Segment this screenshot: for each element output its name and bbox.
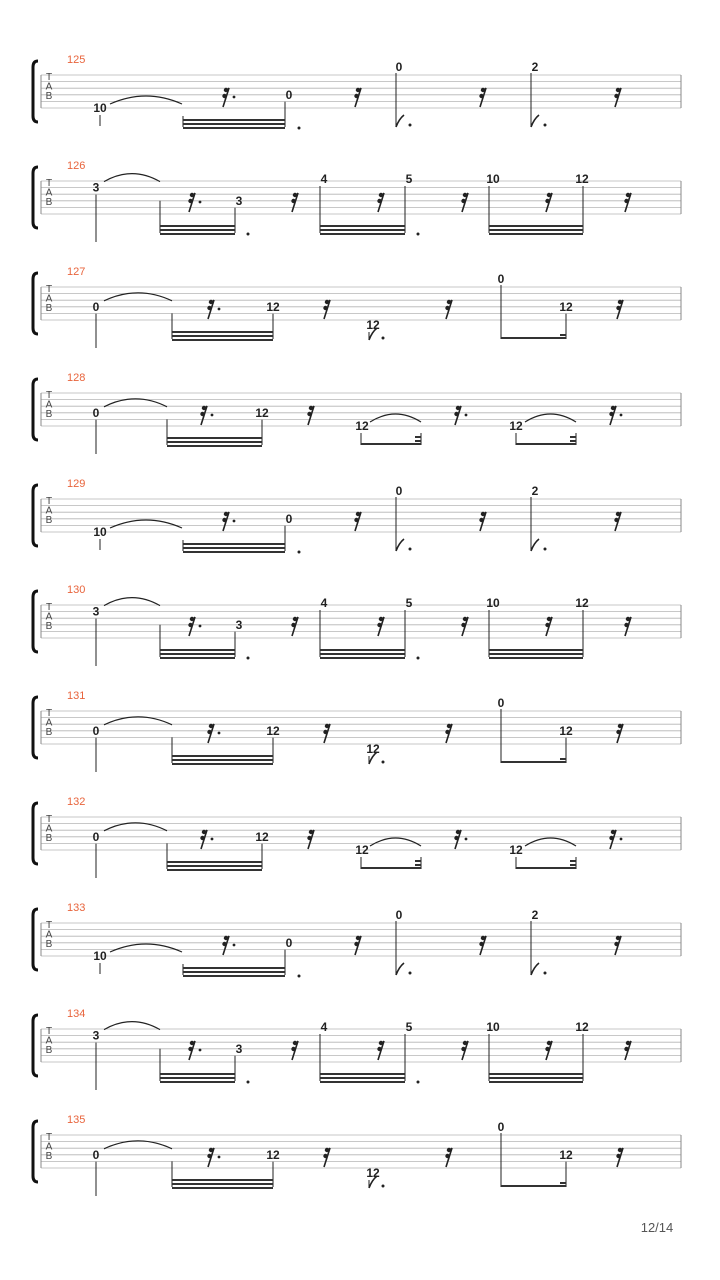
rest-flag xyxy=(624,1047,628,1051)
tab-system xyxy=(33,1008,681,1090)
fret-number: 12 xyxy=(559,1147,573,1162)
beam xyxy=(183,967,285,969)
fret-number: 12 xyxy=(266,1147,280,1162)
system-bracket xyxy=(33,1015,38,1076)
tie-arc xyxy=(110,520,182,528)
tab-clef-letter: T xyxy=(45,390,53,401)
beam xyxy=(172,331,273,333)
tab-system xyxy=(33,54,681,130)
beam xyxy=(489,229,583,231)
rest-flag xyxy=(454,412,458,416)
rest-flag xyxy=(609,836,613,840)
beam xyxy=(167,437,262,439)
rest-flag xyxy=(545,1047,549,1051)
augmentation-dot xyxy=(298,127,301,130)
fret-number: 12 xyxy=(255,405,269,420)
fret-number: 0 xyxy=(285,87,293,102)
tab-system xyxy=(33,690,681,772)
rest-flag xyxy=(207,306,211,310)
rest-dot xyxy=(199,625,202,628)
beam xyxy=(172,1179,273,1181)
note-dot xyxy=(382,337,385,340)
beam xyxy=(320,1073,405,1075)
note-dot xyxy=(409,124,412,127)
fret-number: 3 xyxy=(235,617,243,632)
note-dot xyxy=(544,972,547,975)
rest-flag xyxy=(624,623,628,627)
rest-flag xyxy=(291,199,295,203)
beam xyxy=(501,1185,566,1187)
rest-dot xyxy=(211,838,214,841)
fret-number: 4 xyxy=(320,596,328,610)
beam xyxy=(570,436,576,438)
note-flag xyxy=(531,963,539,975)
rest-flag xyxy=(354,942,358,946)
tab-system xyxy=(33,372,681,454)
rest-dot xyxy=(620,838,623,841)
note-dot xyxy=(544,548,547,551)
beam xyxy=(320,649,405,651)
measure-number: 129 xyxy=(67,478,86,490)
beam xyxy=(172,1187,273,1189)
rest-dot xyxy=(465,414,468,417)
tab-clef-letter: A xyxy=(45,611,53,623)
rest-flag xyxy=(207,1154,211,1158)
beam xyxy=(172,335,273,337)
tie-arc xyxy=(110,96,182,104)
rest-flag xyxy=(222,942,226,946)
fret-number: 10 xyxy=(93,101,107,115)
beam xyxy=(167,441,262,443)
beam xyxy=(560,1182,566,1184)
rest-flag xyxy=(188,623,192,627)
fret-number: 0 xyxy=(92,829,100,844)
beam xyxy=(160,225,235,227)
fret-number: 10 xyxy=(486,172,500,186)
tab-system xyxy=(33,266,681,348)
fret-number: 5 xyxy=(405,1020,413,1034)
beam xyxy=(160,657,235,659)
augmentation-dot xyxy=(417,1081,420,1084)
tab-clef-letter: T xyxy=(45,72,53,83)
note-dot xyxy=(409,972,412,975)
fret-number: 10 xyxy=(93,949,107,963)
fret-number: 12 xyxy=(266,299,280,314)
beam xyxy=(172,339,273,341)
beam xyxy=(183,119,285,121)
tab-system xyxy=(33,478,681,554)
rest-flag xyxy=(445,306,449,310)
measure-number: 128 xyxy=(67,372,86,384)
fret-number: 12 xyxy=(559,723,573,738)
beam xyxy=(501,337,566,339)
fret-number: 0 xyxy=(92,299,100,314)
fret-number: 0 xyxy=(395,484,403,498)
tab-clef-letter: T xyxy=(45,1132,53,1143)
fret-number: 0 xyxy=(92,723,100,738)
tab-clef-letter: T xyxy=(45,284,53,295)
fret-number: 3 xyxy=(235,193,243,208)
tie-arc xyxy=(370,838,421,846)
beam xyxy=(160,229,235,231)
system-bracket xyxy=(33,485,38,546)
fret-number: 5 xyxy=(405,596,413,610)
fret-number: 12 xyxy=(509,419,523,433)
system-bracket xyxy=(33,591,38,652)
system-bracket xyxy=(33,61,38,122)
fret-number: 5 xyxy=(405,172,413,186)
rest-dot xyxy=(465,838,468,841)
fret-number: 12 xyxy=(366,742,380,756)
tab-clef-letter: A xyxy=(45,505,53,517)
beam xyxy=(320,225,405,227)
rest-dot xyxy=(620,414,623,417)
measure-number: 132 xyxy=(67,796,86,808)
fret-number: 2 xyxy=(531,908,539,922)
beam xyxy=(183,551,285,553)
rest-flag xyxy=(377,199,381,203)
tie-arc xyxy=(104,717,172,725)
measure-number: 127 xyxy=(67,266,86,278)
beam xyxy=(167,445,262,447)
beam xyxy=(167,861,262,863)
rest-flag xyxy=(445,730,449,734)
fret-number: 0 xyxy=(285,935,293,950)
tab-clef-letter: B xyxy=(45,1045,53,1056)
note-flag xyxy=(531,115,539,127)
rest-flag xyxy=(479,942,483,946)
tab-clef-letter: T xyxy=(45,178,53,189)
note-flag xyxy=(531,539,539,551)
rest-flag xyxy=(479,518,483,522)
measure-number: 126 xyxy=(67,160,86,172)
beam xyxy=(361,867,421,869)
fret-number: 0 xyxy=(395,60,403,74)
beam xyxy=(415,864,421,866)
beam xyxy=(516,867,576,869)
tab-system xyxy=(33,584,681,666)
fret-number: 0 xyxy=(497,1120,505,1134)
note-flag xyxy=(396,963,404,975)
beam xyxy=(172,755,273,757)
beam xyxy=(560,334,566,336)
rest-dot xyxy=(233,520,236,523)
beam xyxy=(320,1077,405,1079)
fret-number: 4 xyxy=(320,1020,328,1034)
beam xyxy=(183,547,285,549)
tab-clef-letter: B xyxy=(45,91,53,102)
tab-clef-letter: T xyxy=(45,920,53,931)
tab-clef-letter: B xyxy=(45,727,53,738)
rest-flag xyxy=(479,94,483,98)
tab-clef-letter: A xyxy=(45,81,53,93)
tie-arc xyxy=(104,174,160,182)
rest-dot xyxy=(218,1156,221,1159)
fret-number: 0 xyxy=(395,908,403,922)
fret-number: 10 xyxy=(93,525,107,539)
fret-number: 12 xyxy=(366,1166,380,1180)
tie-arc xyxy=(110,944,182,952)
fret-number: 12 xyxy=(575,172,589,186)
measure-number: 130 xyxy=(67,584,86,596)
beam xyxy=(415,440,421,442)
fret-number: 0 xyxy=(285,511,293,526)
tab-system xyxy=(33,1114,681,1196)
rest-flag xyxy=(222,94,226,98)
beam xyxy=(570,864,576,866)
beam xyxy=(183,543,285,545)
fret-number: 12 xyxy=(509,843,523,857)
rest-flag xyxy=(614,942,618,946)
tab-clef-letter: T xyxy=(45,1026,53,1037)
measure-number: 131 xyxy=(67,690,86,702)
beam xyxy=(183,975,285,977)
rest-flag xyxy=(616,1154,620,1158)
rest-flag xyxy=(207,730,211,734)
fret-number: 3 xyxy=(92,604,100,619)
beam xyxy=(489,225,583,227)
rest-flag xyxy=(200,412,204,416)
tab-clef-letter: T xyxy=(45,814,53,825)
fret-number: 0 xyxy=(92,1147,100,1162)
tie-arc xyxy=(104,598,160,606)
rest-flag xyxy=(323,1154,327,1158)
rest-flag xyxy=(616,306,620,310)
rest-dot xyxy=(233,96,236,99)
beam xyxy=(489,233,583,235)
rest-flag xyxy=(307,412,311,416)
rest-flag xyxy=(188,1047,192,1051)
rest-dot xyxy=(218,308,221,311)
rest-flag xyxy=(377,623,381,627)
tab-system xyxy=(33,796,681,878)
fret-number: 12 xyxy=(355,843,369,857)
tie-arc xyxy=(370,414,421,422)
tie-arc xyxy=(104,823,167,831)
note-dot xyxy=(382,761,385,764)
system-bracket xyxy=(33,379,38,440)
rest-flag xyxy=(354,518,358,522)
tab-clef-letter: B xyxy=(45,515,53,526)
measure-number: 125 xyxy=(67,54,86,66)
augmentation-dot xyxy=(417,233,420,236)
beam xyxy=(183,971,285,973)
augmentation-dot xyxy=(247,1081,250,1084)
beam xyxy=(489,657,583,659)
fret-number: 12 xyxy=(266,723,280,738)
rest-flag xyxy=(291,623,295,627)
tab-system xyxy=(33,160,681,242)
beam xyxy=(415,860,421,862)
rest-flag xyxy=(307,836,311,840)
tab-clef-letter: A xyxy=(45,293,53,305)
beam xyxy=(183,123,285,125)
rest-flag xyxy=(454,836,458,840)
beam xyxy=(160,233,235,235)
rest-flag xyxy=(377,1047,381,1051)
augmentation-dot xyxy=(247,233,250,236)
tab-clef-letter: B xyxy=(45,197,53,208)
beam xyxy=(489,1073,583,1075)
tab-clef-letter: A xyxy=(45,823,53,835)
tab-clef-letter: A xyxy=(45,717,53,729)
beam xyxy=(489,649,583,651)
fret-number: 12 xyxy=(366,318,380,332)
fret-number: 12 xyxy=(575,1020,589,1034)
augmentation-dot xyxy=(298,551,301,554)
fret-number: 0 xyxy=(92,405,100,420)
fret-number: 12 xyxy=(575,596,589,610)
beam xyxy=(160,649,235,651)
rest-flag xyxy=(445,1154,449,1158)
beam xyxy=(516,443,576,445)
beam xyxy=(560,758,566,760)
measure-number: 134 xyxy=(67,1008,86,1020)
beam xyxy=(167,865,262,867)
fret-number: 2 xyxy=(531,60,539,74)
tab-clef-letter: T xyxy=(45,708,53,719)
beam xyxy=(172,759,273,761)
rest-flag xyxy=(323,306,327,310)
system-bracket xyxy=(33,803,38,864)
beam xyxy=(320,657,405,659)
rest-flag xyxy=(188,199,192,203)
tab-clef-letter: A xyxy=(45,929,53,941)
beam xyxy=(183,127,285,129)
beam xyxy=(415,436,421,438)
note-flag xyxy=(396,539,404,551)
system-bracket xyxy=(33,1121,38,1182)
beam xyxy=(501,761,566,763)
fret-number: 12 xyxy=(255,829,269,844)
beam xyxy=(320,233,405,235)
rest-flag xyxy=(614,518,618,522)
tab-clef-letter: B xyxy=(45,833,53,844)
tab-clef-letter: B xyxy=(45,939,53,950)
beam xyxy=(160,1077,235,1079)
note-dot xyxy=(544,124,547,127)
tab-system xyxy=(33,902,681,978)
rest-flag xyxy=(624,199,628,203)
tab-clef-letter: A xyxy=(45,1035,53,1047)
rest-flag xyxy=(545,199,549,203)
tab-clef-letter: B xyxy=(45,303,53,314)
tie-arc xyxy=(525,414,576,422)
rest-dot xyxy=(199,201,202,204)
rest-flag xyxy=(354,94,358,98)
tab-clef-letter: A xyxy=(45,1141,53,1153)
augmentation-dot xyxy=(298,975,301,978)
rest-dot xyxy=(211,414,214,417)
rest-dot xyxy=(199,1049,202,1052)
system-bracket xyxy=(33,909,38,970)
beam xyxy=(167,869,262,871)
beam xyxy=(570,440,576,442)
measure-number: 133 xyxy=(67,902,86,914)
fret-number: 12 xyxy=(355,419,369,433)
rest-flag xyxy=(609,412,613,416)
note-dot xyxy=(409,548,412,551)
measure-number: 135 xyxy=(67,1114,86,1126)
rest-flag xyxy=(616,730,620,734)
rest-dot xyxy=(218,732,221,735)
beam xyxy=(172,1183,273,1185)
fret-number: 3 xyxy=(92,180,100,195)
beam xyxy=(489,653,583,655)
beam xyxy=(160,1081,235,1083)
beam xyxy=(361,443,421,445)
fret-number: 3 xyxy=(235,1041,243,1056)
rest-flag xyxy=(545,623,549,627)
fret-number: 2 xyxy=(531,484,539,498)
tab-clef-letter: B xyxy=(45,621,53,632)
tab-clef-letter: T xyxy=(45,602,53,613)
beam xyxy=(172,763,273,765)
tab-clef-letter: B xyxy=(45,1151,53,1162)
rest-flag xyxy=(614,94,618,98)
beam xyxy=(160,653,235,655)
fret-number: 3 xyxy=(92,1028,100,1043)
tie-arc xyxy=(104,1022,160,1030)
augmentation-dot xyxy=(247,657,250,660)
fret-number: 10 xyxy=(486,596,500,610)
beam xyxy=(570,860,576,862)
beam xyxy=(320,1081,405,1083)
tab-clef-letter: T xyxy=(45,496,53,507)
beam xyxy=(489,1081,583,1083)
beam xyxy=(160,1073,235,1075)
fret-number: 4 xyxy=(320,172,328,186)
rest-flag xyxy=(461,199,465,203)
tab-clef-letter: A xyxy=(45,187,53,199)
rest-flag xyxy=(461,623,465,627)
augmentation-dot xyxy=(417,657,420,660)
rest-flag xyxy=(323,730,327,734)
tie-arc xyxy=(525,838,576,846)
system-bracket xyxy=(33,697,38,758)
system-bracket xyxy=(33,273,38,334)
rest-flag xyxy=(222,518,226,522)
fret-number: 0 xyxy=(497,272,505,286)
beam xyxy=(320,653,405,655)
note-dot xyxy=(382,1185,385,1188)
beam xyxy=(489,1077,583,1079)
note-flag xyxy=(396,115,404,127)
system-bracket xyxy=(33,167,38,228)
rest-flag xyxy=(200,836,204,840)
fret-number: 0 xyxy=(497,696,505,710)
beam xyxy=(320,229,405,231)
fret-number: 12 xyxy=(559,299,573,314)
fret-number: 10 xyxy=(486,1020,500,1034)
rest-dot xyxy=(233,944,236,947)
rest-flag xyxy=(291,1047,295,1051)
tab-clef-letter: A xyxy=(45,399,53,411)
rest-flag xyxy=(461,1047,465,1051)
page-number: 12/14 xyxy=(640,1220,674,1235)
tab-clef-letter: B xyxy=(45,409,53,420)
